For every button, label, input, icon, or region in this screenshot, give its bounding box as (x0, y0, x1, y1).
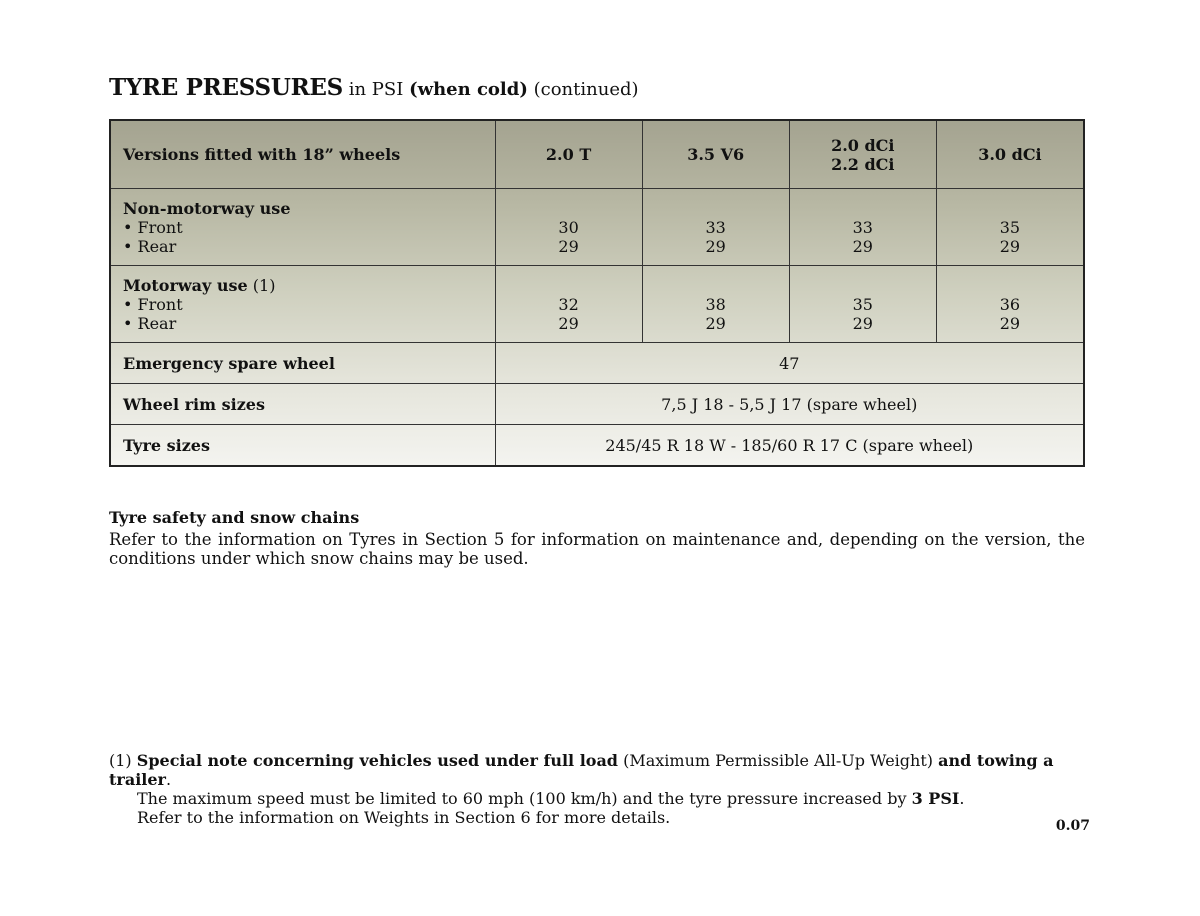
non-motorway-front-value: 33 (705, 217, 726, 237)
header-versions-label: Versions fitted with 18” wheels (110, 120, 495, 189)
spare-wheel-label: Emergency spare wheel (110, 343, 495, 384)
table-row-spare-wheel (110, 343, 1084, 384)
non-motorway-front-label: • Front (123, 217, 183, 237)
non-motorway-rear-label: • Rear (123, 236, 177, 256)
motorway-front-label: • Front (123, 294, 183, 314)
safety-body: Refer to the information on Tyres in Section 5 for information on maintenance and, depending on the version, the conditions under which snow chains may be used. (109, 530, 1085, 568)
non-motorway-label-cell (110, 189, 495, 266)
table-row-motorway (110, 266, 1084, 343)
motorway-cell (789, 266, 936, 343)
motorway-cell (495, 266, 642, 343)
table-row-tyre-sizes (110, 425, 1084, 467)
tyre-sizes-value: 245/45 R 18 W - 185/60 R 17 C (spare wheel) (495, 425, 1084, 467)
page-title (109, 74, 639, 101)
header-col-dci (789, 120, 936, 189)
footnote-line-3: Refer to the information on Weights in Section 6 for more details. (137, 808, 671, 827)
table-row-non-motorway (110, 189, 1084, 266)
header-col-dci-line2: 2.2 dCi (831, 154, 895, 174)
rim-sizes-value: 7,5 J 18 - 5,5 J 17 (spare wheel) (495, 384, 1084, 425)
non-motorway-front-value: 33 (852, 217, 873, 237)
motorway-front-value: 38 (705, 294, 726, 314)
motorway-front-value: 35 (852, 294, 873, 314)
motorway-front-value: 32 (558, 294, 579, 314)
header-col-3-5-v6: 3.5 V6 (642, 120, 789, 189)
motorway-rear-value: 29 (558, 313, 579, 333)
tyre-sizes-label: Tyre sizes (110, 425, 495, 467)
non-motorway-rear-value: 29 (558, 236, 579, 256)
motorway-cell (936, 266, 1084, 343)
motorway-label-line (123, 276, 483, 295)
footnote-line-2 (109, 789, 1089, 808)
header-col-2-0-t: 2.0 T (495, 120, 642, 189)
title-condition: (when cold) (409, 79, 528, 100)
non-motorway-front-value: 30 (558, 217, 579, 237)
motorway-rear-value: 29 (705, 313, 726, 333)
title-unit: in PSI (348, 79, 404, 100)
spare-wheel-value: 47 (495, 343, 1084, 384)
header-col-3-0-dci: 3.0 dCi (936, 120, 1084, 189)
footnote-line-2-bold: 3 PSI (911, 789, 960, 808)
footnote-line-2-text: The maximum speed must be limited to 60 mph (100 km/h) and the tyre pressure increased by (137, 789, 907, 808)
table-row-rim-sizes (110, 384, 1084, 425)
footnote-marker: (1) (109, 751, 132, 770)
motorway-note-ref: (1) (252, 275, 276, 295)
table-header-row (110, 120, 1084, 189)
non-motorway-cell (789, 189, 936, 266)
safety-heading: Tyre safety and snow chains (109, 508, 360, 527)
motorway-label: Motorway use (123, 275, 248, 295)
footnote-bold-2: and towing a trailer (109, 751, 1054, 789)
header-col-dci-line1: 2.0 dCi (831, 135, 895, 155)
rim-sizes-label: Wheel rim sizes (110, 384, 495, 425)
title-suffix: (continued) (533, 79, 639, 100)
motorway-rear-value: 29 (852, 313, 873, 333)
footnote-line-2-end: . (959, 789, 965, 808)
footnote-line-1 (109, 751, 1054, 789)
motorway-cell (642, 266, 789, 343)
footnote-paren: (Maximum Permissible All-Up Weight) (623, 751, 933, 770)
non-motorway-rear-value: 29 (999, 236, 1021, 256)
non-motorway-label: Non-motorway use (123, 198, 291, 218)
motorway-label-cell (110, 266, 495, 343)
tyre-pressure-table (109, 119, 1085, 467)
non-motorway-front-value: 35 (999, 217, 1021, 237)
non-motorway-cell (642, 189, 789, 266)
non-motorway-cell (495, 189, 642, 266)
non-motorway-rear-value: 29 (705, 236, 726, 256)
footnote-bold-1: Special note concerning vehicles used under full load (136, 751, 618, 770)
footnote (109, 751, 1089, 827)
motorway-front-value: 36 (999, 294, 1021, 314)
motorway-rear-value: 29 (999, 313, 1021, 333)
title-main: TYRE PRESSURES (109, 74, 343, 101)
motorway-rear-label: • Rear (123, 313, 177, 333)
page-number: 0.07 (1055, 818, 1090, 834)
footnote-end-1: . (165, 770, 172, 789)
non-motorway-rear-value: 29 (852, 236, 873, 256)
non-motorway-cell (936, 189, 1084, 266)
